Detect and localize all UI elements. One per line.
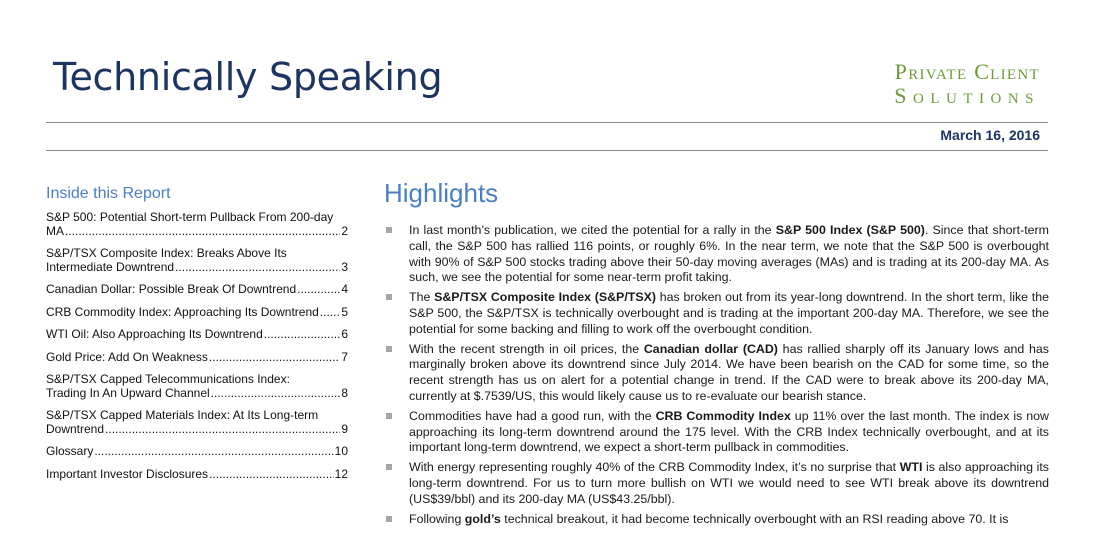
bullet-text: has rallied sharply off its January lows and has marginally broken above its downtrend since July 2014. We have been bearish on the CAD for some time, so the recent strength has us on alert for a potential change in trend. If the CAD were to break above its 200-day MA, currently at $.7539/US, this would likely cause us to re-evaluate our bearish stance.	[409, 341, 1049, 403]
toc-leader-dots	[105, 423, 340, 437]
toc-item-title: CRB Commodity Index: Approaching Its Downtrend	[46, 304, 319, 319]
toc-leader-dots	[320, 306, 341, 320]
toc-page-number: 3	[341, 259, 348, 274]
toc-item[interactable]	[46, 445, 348, 459]
page-title: Technically Speaking	[53, 55, 443, 99]
toc-item-title: Canadian Dollar: Possible Break Of Downtrend	[46, 282, 297, 296]
toc-item-title: Intermediate Downtrend	[46, 259, 175, 274]
toc-page-number: 2	[341, 223, 348, 238]
toc-item[interactable]	[46, 306, 348, 320]
toc-page-number: 10	[334, 444, 348, 458]
toc-item-title-line: S&P 500: Potential Short-term Pullback From 200-day	[46, 210, 334, 224]
toc-page-number: 5	[341, 304, 348, 319]
bullet-square-icon	[386, 413, 392, 419]
bullet-bold-term: Canadian dollar (CAD)	[643, 341, 778, 356]
brand-line-1: Private Client	[894, 59, 1040, 84]
table-of-contents	[46, 185, 348, 490]
bullet-text: The	[409, 290, 435, 305]
bullet-text: Commodities have had a good run, with the	[409, 408, 656, 423]
bullet-text: up 11% over the last month. The index is now approaching its long-term downtrend around the 175 level. With the CRB Index technically overbought, and at its important long-term downtrend, we expect a short-term pullback in commodities.	[409, 408, 1049, 455]
toc-page-number: 4	[341, 282, 348, 296]
highlights-section	[384, 178, 1049, 531]
toc-item-title-line: S&P/TSX Composite Index: Breaks Above Its	[46, 246, 287, 260]
bullet-square-icon	[386, 516, 392, 522]
bullet-bold-term: S&P/TSX Composite Index (S&P/TSX)	[434, 290, 656, 305]
highlight-bullet	[384, 512, 1049, 528]
toc-item[interactable]	[46, 468, 348, 482]
toc-list	[46, 211, 348, 481]
toc-item-title: Important Investor Disclosures	[46, 466, 209, 481]
bullet-bold-term: gold’s	[464, 511, 501, 526]
bullet-square-icon	[386, 464, 392, 470]
header-divider-top	[46, 122, 1048, 123]
bullet-bold-term: WTI	[899, 460, 923, 475]
toc-page-number: 8	[341, 385, 348, 400]
bullet-square-icon	[386, 346, 392, 352]
bullet-bold-term: S&P 500 Index (S&P 500)	[775, 223, 925, 237]
toc-leader-dots	[211, 387, 341, 401]
toc-item[interactable]	[46, 247, 348, 274]
toc-leader-dots	[297, 283, 340, 297]
bullet-text: . Since that short-term call, the S&P 500 has rallied 116 points, or roughly 6%. In the near term, we note that the S&P 500 is overbought with 90% of S&P 500 stocks trading above their 50-day moving averages (MAs) and is trading at its 200-day MA. As such, we see the potential for some near-term profit taking.	[409, 223, 1049, 285]
bullet-text: In last month’s publication, we cited the potential for a rally in the	[409, 223, 776, 237]
toc-item-title: Gold Price: Add On Weakness	[46, 349, 208, 364]
toc-leader-dots	[264, 328, 341, 342]
highlights-list	[384, 223, 1049, 527]
toc-page-number: 12	[334, 466, 348, 481]
toc-item-title: WTI Oil: Also Approaching Its Downtrend	[46, 327, 263, 341]
toc-item[interactable]	[46, 409, 348, 436]
toc-leader-dots	[175, 261, 340, 275]
brand-line-2: Solutions	[894, 83, 1040, 109]
bullet-text: technical breakout, it had become technically overbought with an RSI reading above 70. It is	[500, 511, 1009, 526]
publication-date: March 16, 2016	[940, 127, 1040, 143]
toc-leader-dots	[65, 225, 340, 239]
bullet-square-icon	[386, 227, 392, 233]
toc-page-number: 9	[341, 421, 348, 436]
highlights-heading: Highlights	[384, 178, 499, 208]
bullet-text: has broken out from its year-long downtrend. In the short term, like the S&P 500, the S&P/TSX is technically overbought and is trading at the important 200-day MA. Therefore, we see the potential for some backing and filling to work off the overbought condition.	[409, 290, 1050, 336]
toc-item[interactable]	[46, 351, 348, 365]
bullet-text: Following	[409, 511, 465, 526]
toc-leader-dots	[209, 351, 340, 365]
highlight-bullet	[384, 342, 1049, 405]
toc-item-title: Downtrend	[46, 421, 105, 436]
toc-item-title: MA	[46, 223, 64, 238]
highlight-bullet	[384, 409, 1049, 456]
highlight-bullet	[384, 223, 1049, 286]
toc-item-title-line: S&P/TSX Capped Telecommunications Index:	[46, 372, 290, 386]
bullet-text: With the recent strength in oil prices, the	[409, 341, 644, 356]
toc-page-number: 6	[341, 327, 348, 341]
toc-item-title-line: S&P/TSX Capped Materials Index: At Its Long-term	[46, 408, 319, 422]
bullet-text: With energy representing roughly 40% of the CRB Commodity Index, it’s no surprise that	[409, 460, 900, 475]
bullet-text: is also approaching its long-term downtrend. For us to turn more bullish on WTI we would need to see WTI break above its downtrend (US$39/bbl) and its 200-day MA (US$43.25/bbl).	[409, 460, 1050, 506]
toc-item-title: Glossary	[46, 444, 94, 458]
toc-item-title: Trading In An Upward Channel	[46, 385, 210, 400]
toc-leader-dots	[209, 468, 334, 482]
highlight-bullet	[384, 290, 1049, 337]
toc-leader-dots	[94, 445, 333, 459]
brand-logo	[894, 60, 1040, 108]
toc-page-number: 7	[341, 349, 348, 364]
toc-item[interactable]	[46, 373, 348, 400]
bullet-square-icon	[386, 294, 392, 300]
highlight-bullet	[384, 460, 1049, 507]
toc-item[interactable]	[46, 328, 348, 342]
bullet-bold-term: CRB Commodity Index	[655, 408, 791, 423]
toc-item[interactable]	[46, 211, 348, 238]
toc-heading: Inside this Report	[46, 185, 171, 202]
header-divider-bottom	[46, 150, 1048, 151]
toc-item[interactable]	[46, 283, 348, 297]
